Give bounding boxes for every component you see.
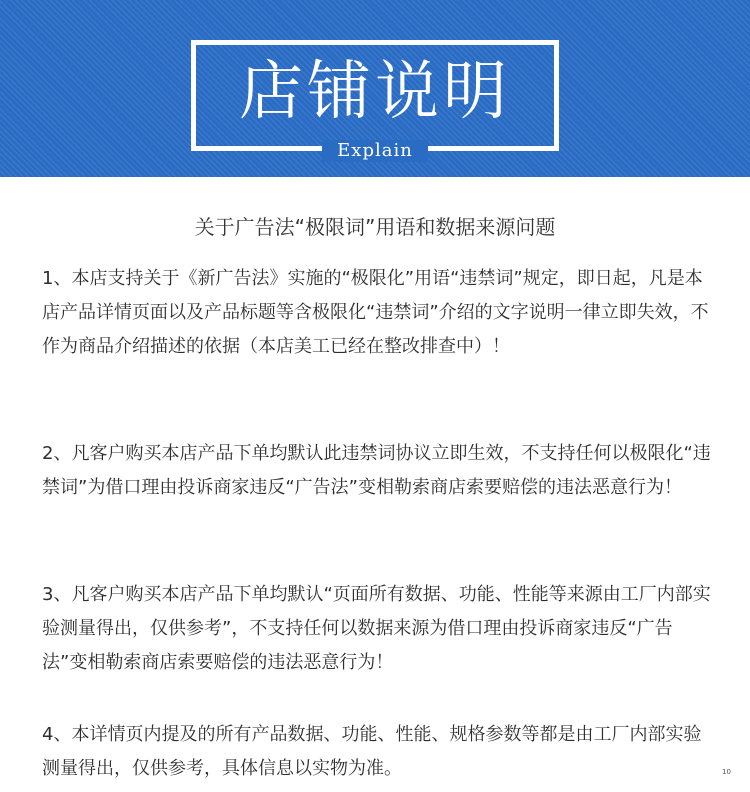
banner-subtitle: Explain [322,140,428,162]
section-heading: 关于广告法“极限词”用语和数据来源问题 [194,215,556,239]
page-number: 10 [722,768,731,776]
notice-paragraph-2: 2、凡客户购买本店产品下单均默认此违禁词协议立即生效，不支持任何以极限化“违禁词”为借口理由投诉商家违反“广告法”变相勒索商店索要赔偿的违法恶意行为！ [42,443,711,498]
banner-title: 店铺说明 [239,55,511,129]
notice-paragraph-4: 4、本详情页内提及的所有产品数据、功能、性能、规格参数等都是由工厂内部实验测量得出，仅供参考，具体信息以实物为准。 [42,724,702,779]
notice-paragraph-3: 3、凡客户购买本店产品下单均默认“页面所有数据、功能、性能等来源由工厂内部实验测量得出，仅供参考”，不支持任何以数据来源为借口理由投诉商家违反“广告法”变相勒索商店索要赔偿的违法恶意行为！ [42,584,711,673]
header-banner [0,0,750,177]
notice-paragraph-1: 1、本店支持关于《新广告法》实施的“极限化”用语“违禁词”规定，即日起，凡是本店产品详情页面以及产品标题等含极限化“违禁词”介绍的文字说明一律立即失效，不作为商品介绍描述的依据（本店美工已经在整改排查中）！ [42,268,709,357]
